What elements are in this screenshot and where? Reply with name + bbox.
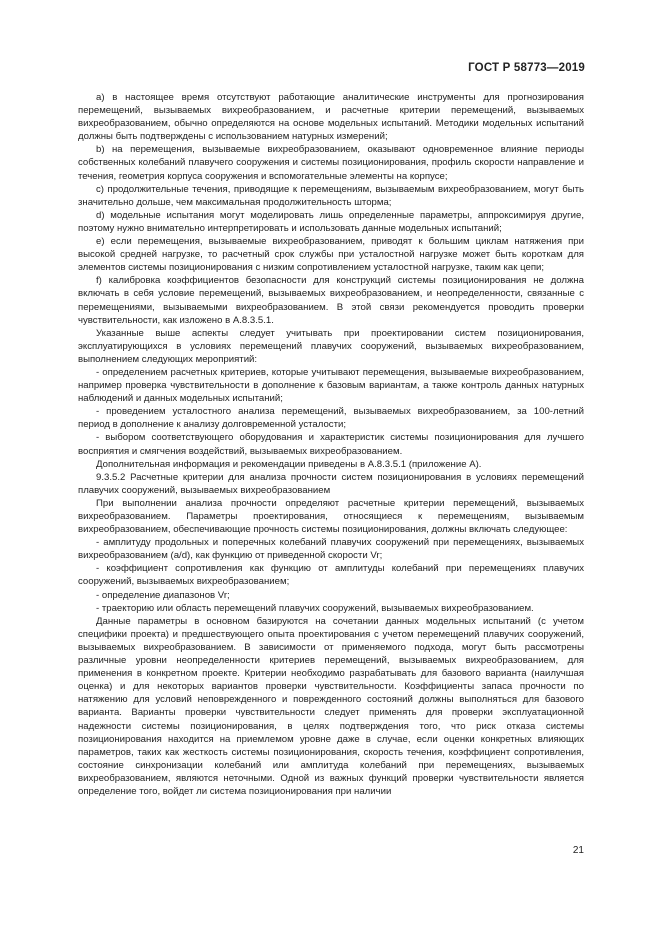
body-text bbox=[78, 91, 584, 798]
list-item-criteria: - определением расчетных критериев, которые учитывают перемещения, вызываемые вихреобразованием, например проверка чувствительности в дополнение к базовым вариантам, а также контроль данных натурных наблюдений и данных модельных испытаний; bbox=[78, 366, 584, 405]
paragraph-additional-info: Дополнительная информация и рекомендации приведены в А.8.3.5.1 (приложение А). bbox=[96, 458, 482, 470]
standard-header: ГОСТ Р 58773—2019 bbox=[468, 62, 585, 74]
page-number: 21 bbox=[572, 845, 584, 856]
paragraph-item-e: e) если перемещения, вызываемые вихреобразованием, приводят к большим циклам натяжения при высокой средней нагрузке, то расчетный срок службы при усталостной нагрузке может быть короткам для элементов системы позиционирования с низким сопротивлением усталостной нагрузке, таким как цепи; bbox=[78, 236, 584, 274]
list-item-equipment: - выбором соответствующего оборудования и характеристик системы позиционирования для лучшего восприятия и смягчения воздействий, вызываемых вихреобразованием. bbox=[78, 432, 584, 457]
list-item-trajectory: - траекторию или область перемещений плавучих сооружений, вызываемых вихреобразованием. bbox=[96, 602, 534, 614]
paragraph-parameters: Данные параметры в основном базируются на сочетании данных модельных испытаний (с учетом специфики проекта) и предшествующего опыта проектирования с учетом перемещений плавучих сооружений, вызываемых вихреобразованием. В зависимости от применяемого подхода, могут быть рассмотрены различные уровни неопределенности критериев перемещений, вызываемых вихреобразованием, для применения в конкретном проекте. Критерии необходимо разрабатывать для базового варианта (наилучшая оценка) и для некоторых вариантов проверки чувствительности. Коэффициенты запаса прочности по натяжению для условий неповрежденного и поврежденного состояний должны выполняться для базового варианта. Варианты проверки чувствительности следует применять для проверки эксплуатационной надежности системы позиционирования, в целях подтверждения того, что риск отказа системы позиционирования находится на приемлемом уровне даже в случае, если оценки конкретных влияющих параметров, таких как жесткость системы позиционирования, скорость течения, коэффициент сопротивления, состояние синхронизации колебаний или амплитуда колебаний при перемещениях, вызываемых вихреобразованием, являются неточными. Одной из важных функций проверки чувствительности является определение того, войдет ли система позиционирования при наличии bbox=[78, 615, 584, 797]
paragraph-item-c: c) продолжительные течения, приводящие к перемещениям, вызываемым вихреобразованием, могут быть значительно дольше, чем максимальная продолжительность шторма; bbox=[78, 183, 584, 208]
list-item-amplitude: - амплитуду продольных и поперечных колебаний плавучих сооружений при перемещениях, вызываемых вихреобразованием (a/d), как функцию от приведенной скорости Vr; bbox=[78, 537, 584, 562]
paragraph-strength-analysis: При выполнении анализа прочности определяют расчетные критерии перемещений, вызываемых вихреобразованием. Параметры проектирования, относящиеся к перемещениям, вызываемым вихреобразованием, обеспечивающие прочность системы позиционирования, должны включать следующее: bbox=[78, 497, 584, 536]
section-heading-9-3-5-2: 9.3.5.2 Расчетные критерии для анализа прочности систем позиционирования в условиях перемещений плавучих сооружений, вызываемых вихреобразованием bbox=[78, 471, 584, 496]
list-item-ranges: - определение диапазонов Vr; bbox=[96, 589, 230, 601]
paragraph-item-f: f) калибровка коэффициентов безопасности для конструкций системы позиционирования не должна включать в себя условие перемещений, вызываемых вихреобразованием, и неопределенности, связанные с перемещениями, вызываемыми вихреобразованием. В этой связи рекомендуется проводить проверки чувствительности, как изложено в А.8.3.5.1. bbox=[78, 275, 584, 326]
paragraph-item-a: a) в настоящее время отсутствуют работающие аналитические инструменты для прогнозирования перемещений, вызываемых вихреобразованием, и расчетные критерии перемещений, вызываемых вихреобразованием, обычно определяются на основе модельных испытаний. Методики модельных испытаний должны быть подтверждены с использованием натурных измерений; bbox=[78, 92, 584, 143]
list-item-fatigue: - проведением усталостного анализа перемещений, вызываемых вихреобразованием, за 100-летний период в дополнение к анализу долговременной усталости; bbox=[78, 406, 584, 431]
paragraph-item-d: d) модельные испытания могут моделировать лишь определенные параметры, аппроксимируя другие, поэтому нужно внимательно интерпретировать и использовать данные модельных испытаний; bbox=[78, 209, 584, 234]
paragraph-item-b: b) на перемещения, вызываемые вихреобразованием, оказывают одновременное влияние периоды собственных колебаний плавучего сооружения и системы позиционирования, профиль скорости направление и течения, геометрия корпуса сооружения и вспомогательные элементы на корпусе; bbox=[78, 144, 584, 182]
list-item-drag-coefficient: - коэффициент сопротивления как функцию от амплитуды колебаний при перемещениях плавучих сооружений, вызываемых вихреобразованием; bbox=[78, 563, 584, 588]
paragraph-aspects: Указанные выше аспекты следует учитывать при проектировании систем позиционирования, эксплуатирующихся в условиях перемещений плавучих сооружений, вызываемых вихреобразованием, выполнением следующих мероприятий: bbox=[78, 327, 584, 365]
